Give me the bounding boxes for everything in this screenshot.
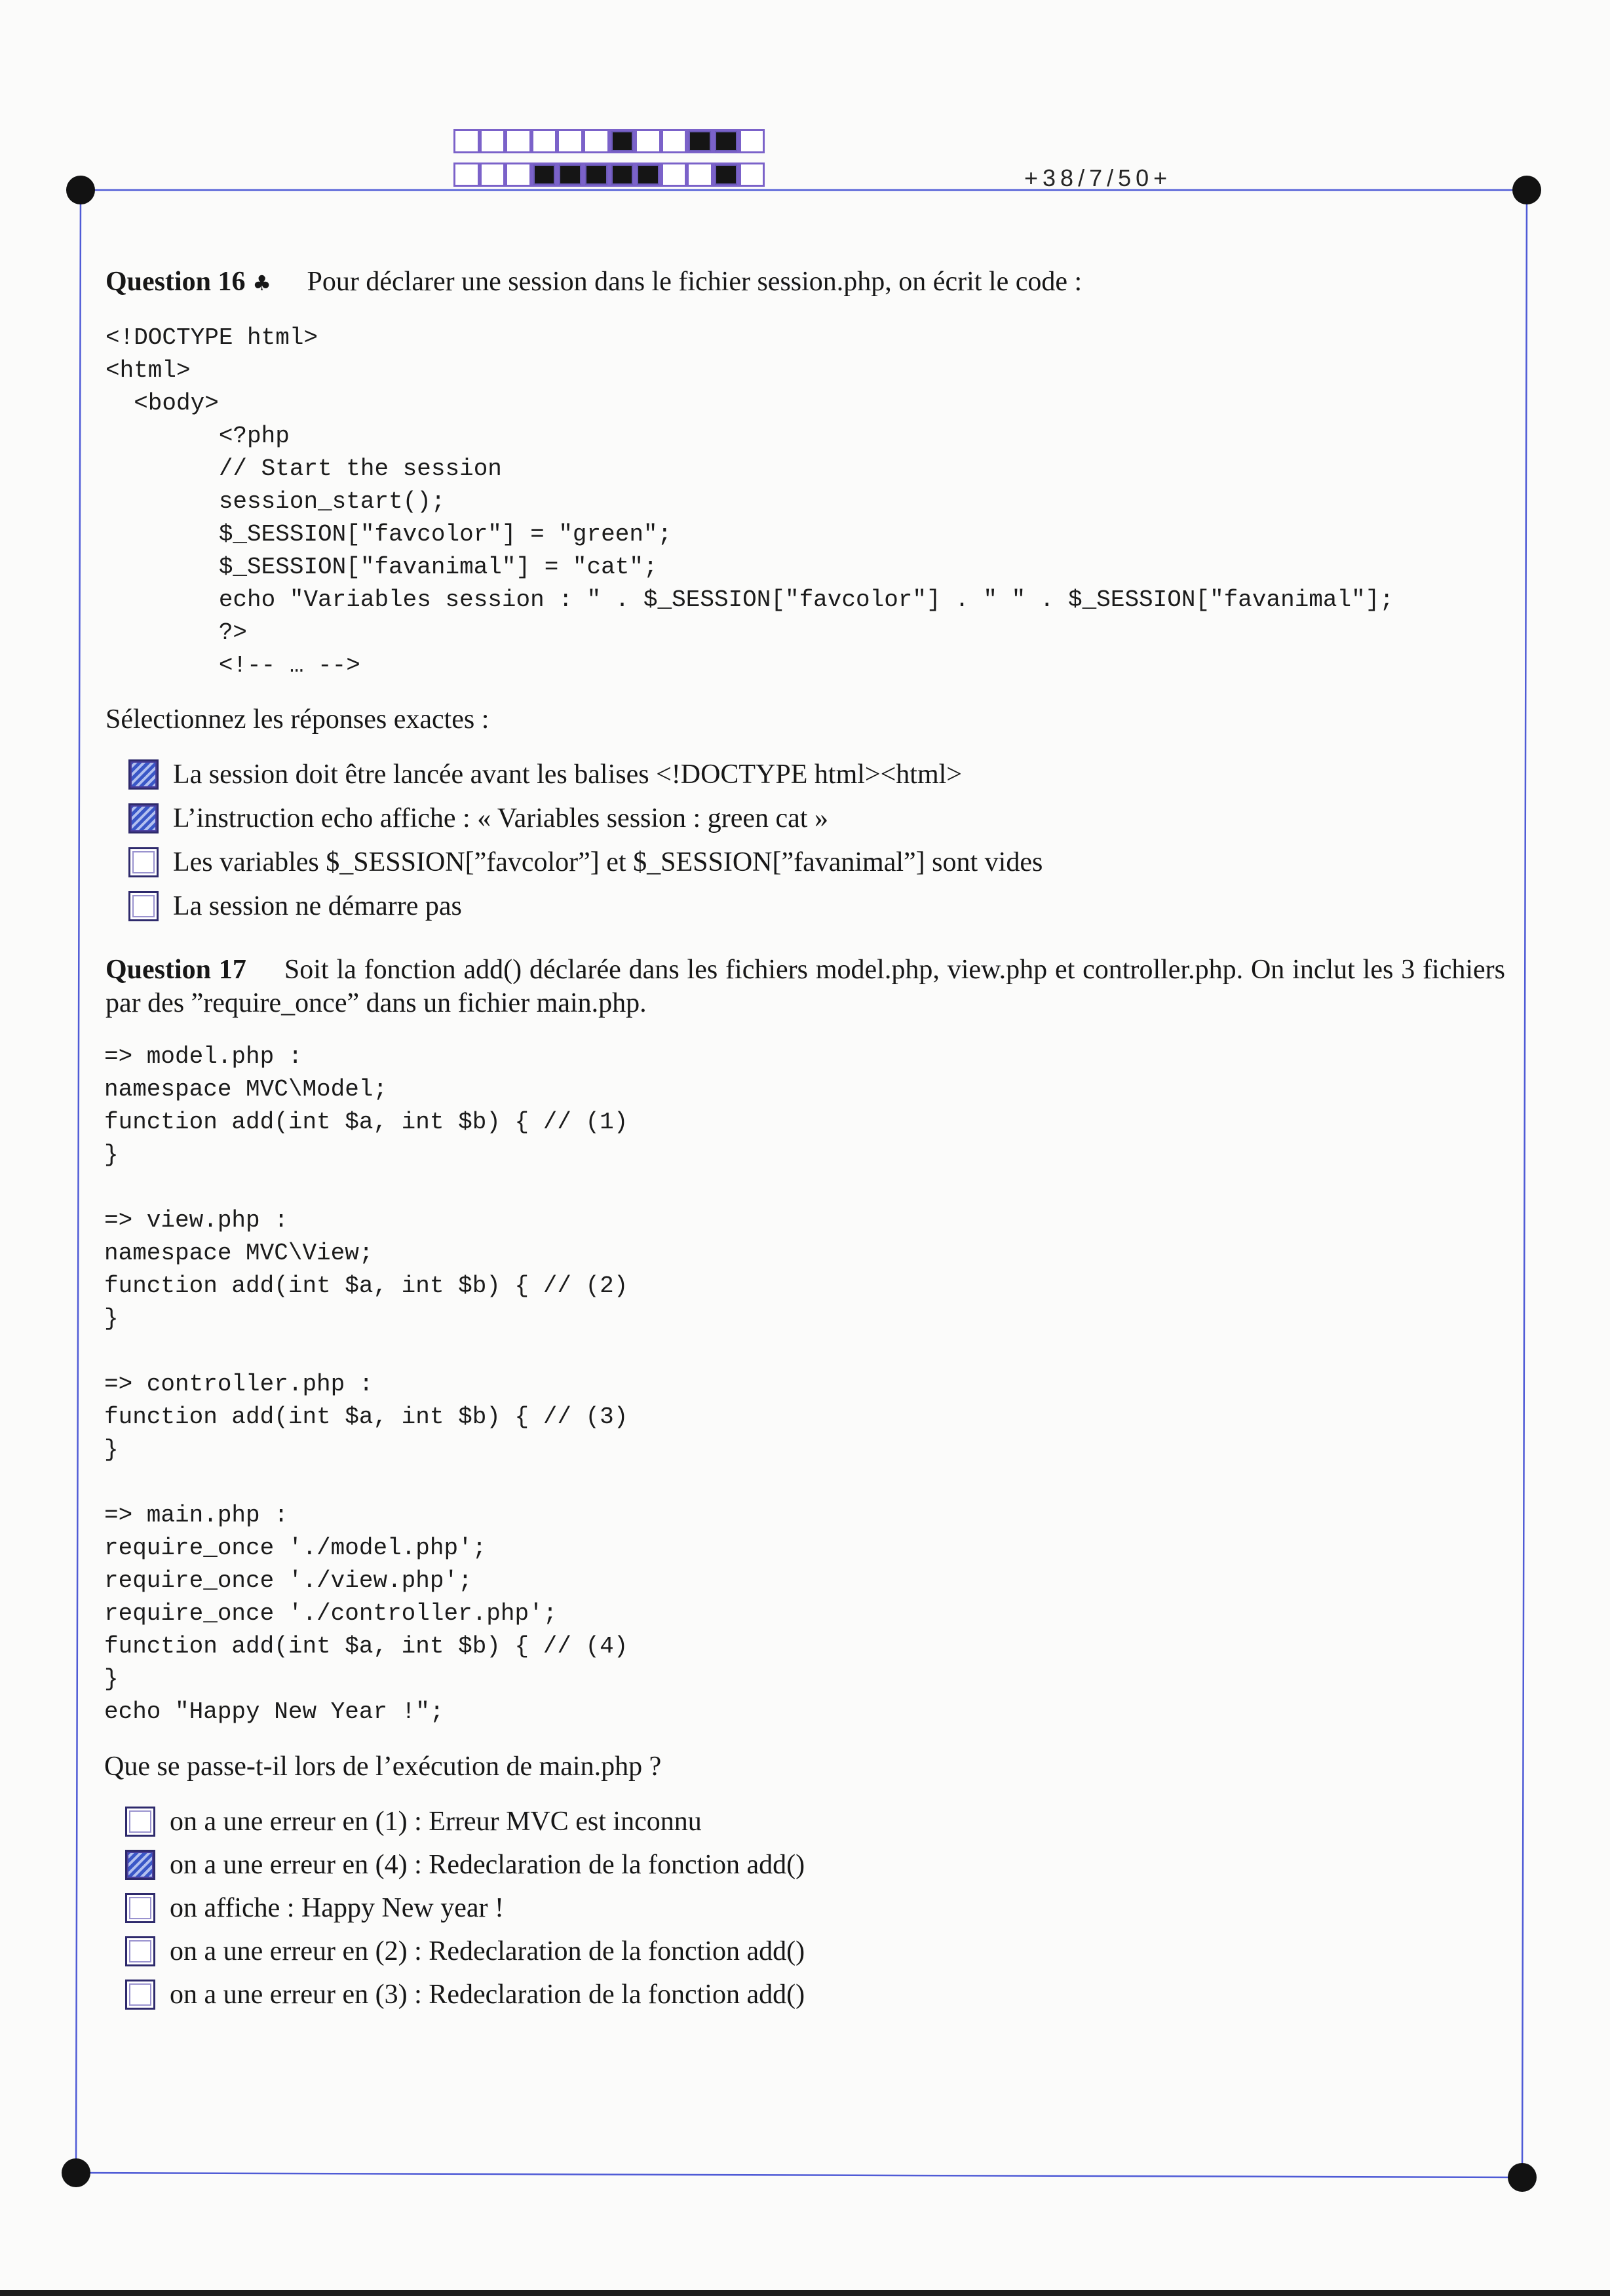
answer-checkbox[interactable]: [125, 1936, 155, 1966]
barcode-cell-empty: [739, 163, 765, 187]
page-id-barcode: [453, 129, 765, 187]
scan-edge: [0, 2290, 1610, 2296]
question-text: Soit la fonction add() déclarée dans les fichiers model.php, view.php et controller.php. On inclut les 3 fichiers par des ”require_once” dans un fichier main.php.: [105, 955, 1505, 1018]
answer-checkbox[interactable]: [128, 891, 159, 921]
corner-mark-top-right: [1512, 176, 1541, 204]
barcode-cell-empty: [453, 163, 480, 187]
answer-checkbox[interactable]: [128, 803, 159, 833]
barcode-cell-empty: [480, 163, 506, 187]
answer-checkbox[interactable]: [125, 1893, 155, 1923]
barcode-cell-filled: [609, 163, 636, 187]
answer-choice: [125, 1886, 805, 1930]
answer-label: on a une erreur en (4) : Redeclaration de la fonction add(): [170, 1850, 805, 1880]
barcode-cell-filled: [713, 163, 739, 187]
answer-choice: [128, 840, 1043, 884]
barcode-cell-filled: [557, 163, 583, 187]
answer-choice: [125, 1843, 805, 1886]
answer-label: on a une erreur en (2) : Redeclaration de la fonction add(): [170, 1936, 805, 1966]
barcode-cell-empty: [739, 129, 765, 153]
question-header: [105, 265, 1505, 300]
code-block: => model.php : namespace MVC\Model; function add(int $a, int $b) { // (1) } => view.php : namespace MVC\View; function add(int $a, int $b) { // (2) } => controller.php : function add(int $a, int $b) { // (3) } => main.php : require_once './model.php'; require_once './view.php'; require_once './controller.php'; function add(int $a, int $b) { // (4) } echo "Happy New Year !";: [104, 1043, 628, 1725]
answer-choices: [125, 1800, 805, 2016]
barcode-cell-empty: [635, 129, 661, 153]
barcode-cell-empty: [583, 129, 609, 153]
answer-checkbox[interactable]: [128, 847, 159, 877]
barcode-cell-empty: [505, 129, 531, 153]
answer-checkbox[interactable]: [125, 1850, 155, 1880]
answer-checkbox[interactable]: [125, 1807, 155, 1837]
answer-choice: [128, 796, 1043, 840]
code-block: <!DOCTYPE html> <html> <body> <?php // Start the session session_start(); $_SESSION["favcolor"] = "green"; $_SESSION["favanimal"] = "cat"; echo "Variables session : " . $_SESSION["favcolor"] . " " . $_SESSION["favanimal"]; ?> <!-- … -->: [105, 324, 1394, 679]
answer-choice: [125, 1973, 805, 2016]
answer-choice: [125, 1800, 805, 1843]
barcode-cell-filled: [687, 129, 713, 153]
question-label: Question 17: [105, 955, 246, 985]
answer-choices: [128, 752, 1043, 928]
corner-mark-top-left: [66, 176, 95, 204]
barcode-cell-empty: [453, 129, 480, 153]
barcode-cell-empty: [505, 163, 531, 187]
answer-label: La session doit être lancée avant les balises <!DOCTYPE html><html>: [173, 759, 962, 790]
question-header: [105, 953, 1505, 1020]
barcode-cell-empty: [661, 163, 687, 187]
barcode-cell-filled: [531, 163, 558, 187]
corner-mark-bottom-left: [62, 2158, 90, 2187]
answer-choice: [128, 884, 1043, 928]
barcode-cell-filled: [635, 163, 661, 187]
answer-prompt: Que se passe-t-il lors de l’exécution de main.php ?: [104, 1751, 662, 1782]
barcode-row: [453, 163, 765, 187]
page-id-code: +38/7/50+: [1024, 164, 1172, 191]
barcode-cell-empty: [531, 129, 558, 153]
barcode-cell-filled: [583, 163, 609, 187]
barcode-cell-empty: [661, 129, 687, 153]
answer-label: on a une erreur en (3) : Redeclaration de la fonction add(): [170, 1980, 805, 2010]
question-text: Pour déclarer une session dans le fichier session.php, on écrit le code :: [307, 267, 1083, 297]
barcode-cell-empty: [557, 129, 583, 153]
multiple-answer-marker: ♣: [252, 271, 271, 296]
answer-label: L’instruction echo affiche : « Variables session : green cat »: [173, 803, 828, 833]
question-label: Question 16: [105, 267, 246, 297]
barcode-cell-empty: [687, 163, 713, 187]
answer-prompt: Sélectionnez les réponses exactes :: [105, 704, 489, 735]
answer-label: on a une erreur en (1) : Erreur MVC est inconnu: [170, 1807, 702, 1837]
answer-choice: [128, 752, 1043, 796]
answer-checkbox[interactable]: [125, 1980, 155, 2010]
answer-checkbox[interactable]: [128, 759, 159, 790]
barcode-row: [453, 129, 765, 153]
answer-label: La session ne démarre pas: [173, 890, 462, 921]
barcode-cell-filled: [713, 129, 739, 153]
answer-label: on affiche : Happy New year !: [170, 1893, 505, 1923]
answer-label: Les variables $_SESSION[”favcolor”] et $_SESSION[”favanimal”] sont vides: [173, 847, 1043, 877]
barcode-cell-filled: [609, 129, 636, 153]
answer-choice: [125, 1930, 805, 1973]
corner-mark-bottom-right: [1508, 2163, 1537, 2192]
barcode-cell-empty: [480, 129, 506, 153]
